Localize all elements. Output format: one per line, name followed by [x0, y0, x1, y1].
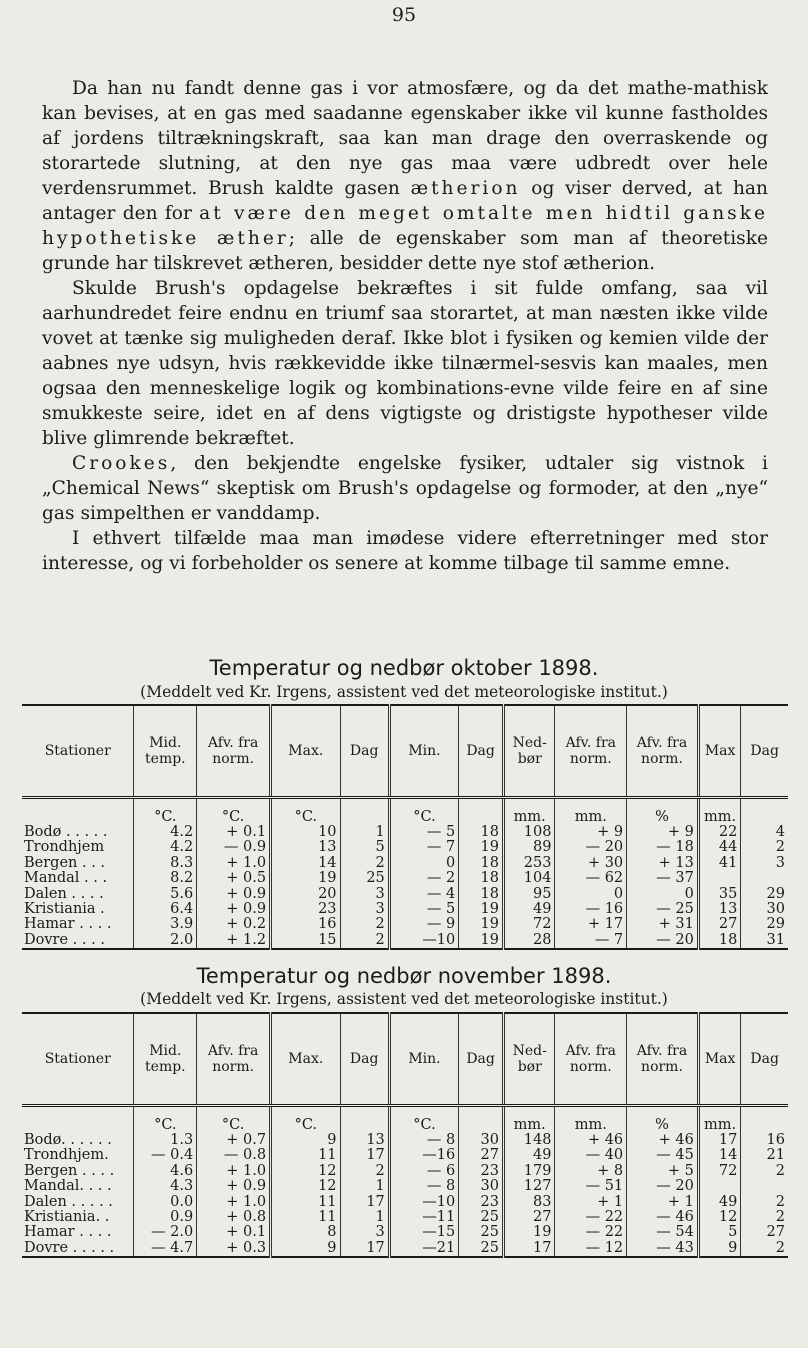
table-cell: 8.2	[134, 871, 197, 886]
table-row	[22, 825, 788, 840]
table-cell: + 1	[627, 1195, 699, 1210]
station-name: Kristiania. .	[24, 1210, 110, 1226]
table-cell: — 0.8	[197, 1148, 271, 1163]
table-october-1898	[22, 704, 788, 950]
table-cell: — 20	[627, 933, 699, 949]
table-1-title: Temperatur og nedbør oktober 1898.	[209, 656, 599, 680]
column-header: Stationer	[22, 705, 134, 798]
table-cell: + 1.0	[197, 1164, 271, 1179]
table-cell: 3	[340, 1225, 389, 1240]
table-cell: + 9	[627, 825, 699, 840]
station-name: Hamar . . . .	[24, 917, 112, 933]
table-cell: 11	[271, 1210, 340, 1225]
table-cell: 6.4	[134, 902, 197, 917]
table-row	[22, 840, 788, 855]
column-header: Dag	[340, 705, 389, 798]
table-cell: — 40	[555, 1148, 627, 1163]
p3-rest: , den bekjendte engelske fysiker, udtaler sig vistnok i „Chemical News“ skeptisk om Brush's opdagelse og formoder, at den „nye“ gas simpelthen er vanddamp.	[42, 453, 768, 524]
table-cell: 12	[271, 1179, 340, 1194]
table-cell: 72	[503, 917, 555, 932]
table-cell: 11	[271, 1195, 340, 1210]
column-header: Min.	[389, 705, 458, 798]
column-header: Max.	[271, 705, 340, 798]
station-name: Bergen . . .	[24, 855, 106, 871]
column-header: Stationer	[22, 1013, 134, 1106]
table-cell: 2	[741, 1195, 788, 1210]
table-row	[22, 902, 788, 917]
table-cell: 104	[503, 871, 555, 886]
station-name: Bodø . . . . .	[24, 825, 108, 840]
table-cell: 14	[271, 856, 340, 871]
table-cell: — 0.4	[134, 1148, 197, 1163]
table-cell: 21	[741, 1148, 788, 1163]
table-cell: — 22	[555, 1210, 627, 1225]
table-cell: + 46	[555, 1133, 627, 1148]
table-cell: 3	[741, 856, 788, 871]
table-cell: 44	[698, 840, 741, 855]
table-cell: + 1	[555, 1195, 627, 1210]
table-cell: —11	[389, 1210, 458, 1225]
unit-cell	[340, 798, 389, 826]
table-cell: 0	[555, 887, 627, 902]
column-header: Afv. fra norm.	[627, 705, 699, 798]
article-text	[42, 76, 768, 576]
table-cell: 5.6	[134, 887, 197, 902]
table-cell: 29	[741, 917, 788, 932]
unit-cell: mm.	[698, 1106, 741, 1134]
table-cell: + 0.7	[197, 1133, 271, 1148]
table-cell: 27	[698, 917, 741, 932]
table-cell: 13	[340, 1133, 389, 1148]
table-cell: 12	[271, 1164, 340, 1179]
table-cell: — 6	[389, 1164, 458, 1179]
table-row	[22, 1195, 788, 1210]
station-name: Dalen . . . .	[24, 886, 104, 902]
unit-cell: %	[627, 798, 699, 826]
aetherion-term: ætherion	[410, 178, 521, 199]
table-cell: — 37	[627, 871, 699, 886]
unit-cell: °C.	[134, 798, 197, 826]
table-cell: + 0.1	[197, 1225, 271, 1240]
table-cell: 19	[459, 933, 504, 949]
table-row	[22, 1133, 788, 1148]
table-row	[22, 1241, 788, 1257]
unit-cell	[459, 1106, 504, 1134]
table-cell: + 0.9	[197, 902, 271, 917]
table-cell: + 17	[555, 917, 627, 932]
table-cell: 10	[271, 825, 340, 840]
table-cell: 17	[340, 1241, 389, 1257]
table-cell: + 1.0	[197, 1195, 271, 1210]
table-cell: + 1.2	[197, 933, 271, 949]
table-cell: + 9	[555, 825, 627, 840]
table-cell: 4.6	[134, 1164, 197, 1179]
table-cell: — 4.7	[134, 1241, 197, 1257]
table-cell: + 0.8	[197, 1210, 271, 1225]
table-cell: 5	[340, 840, 389, 855]
table-cell: 2	[340, 933, 389, 949]
table-cell	[698, 1179, 741, 1194]
table-row	[22, 1210, 788, 1225]
column-header: Dag	[741, 1013, 788, 1106]
table-cell: 17	[698, 1133, 741, 1148]
table-cell: 8	[271, 1225, 340, 1240]
column-header: Afv. fra norm.	[197, 705, 271, 798]
column-header: Mid. temp.	[134, 705, 197, 798]
column-header: Min.	[389, 1013, 458, 1106]
table-cell: 14	[698, 1148, 741, 1163]
table-cell: 2	[340, 917, 389, 932]
table-cell: 1	[340, 825, 389, 840]
table-cell: 17	[340, 1195, 389, 1210]
table-cell: 30	[459, 1133, 504, 1148]
table-cell: 3.9	[134, 917, 197, 932]
table-cell: 1	[340, 1210, 389, 1225]
table-cell: 4	[741, 825, 788, 840]
column-header: Dag	[459, 705, 504, 798]
column-header: Mid. temp.	[134, 1013, 197, 1106]
table-cell: + 0.2	[197, 917, 271, 932]
unit-cell	[741, 798, 788, 826]
table-cell: 23	[459, 1164, 504, 1179]
table-cell: — 7	[389, 840, 458, 855]
table-cell: — 25	[627, 902, 699, 917]
crookes-name: Crookes	[72, 453, 171, 474]
table-cell: 49	[503, 1148, 555, 1163]
paragraph-1	[42, 76, 768, 276]
table-cell: 0.9	[134, 1210, 197, 1225]
table-cell: 19	[271, 871, 340, 886]
column-header: Max	[698, 705, 741, 798]
p1-part-e: ; alle de egenskaber som man af theoretiske grunde har tilskrevet ætheren, besidder dette nye stof ætherion.	[42, 228, 768, 274]
table-row	[22, 856, 788, 871]
column-header: Max.	[271, 1013, 340, 1106]
column-header: Ned-bør	[503, 705, 555, 798]
column-header: Dag	[741, 705, 788, 798]
table-cell: 3	[340, 887, 389, 902]
unit-cell: %	[627, 1106, 699, 1134]
table-cell: — 46	[627, 1210, 699, 1225]
table-cell: 19	[503, 1225, 555, 1240]
table-cell: 17	[340, 1148, 389, 1163]
table-cell: — 7	[555, 933, 627, 949]
table-cell: 2	[741, 1164, 788, 1179]
table-cell: + 46	[627, 1133, 699, 1148]
table-cell: 179	[503, 1164, 555, 1179]
table-cell: 0	[627, 887, 699, 902]
table-cell: 29	[741, 887, 788, 902]
table-cell: 16	[271, 917, 340, 932]
unit-cell: mm.	[503, 798, 555, 826]
table-cell: 5	[698, 1225, 741, 1240]
table-cell: 25	[340, 871, 389, 886]
table-cell: 12	[698, 1210, 741, 1225]
station-name: Bergen . . . .	[24, 1163, 115, 1179]
table-cell: 11	[271, 1148, 340, 1163]
table-cell: — 22	[555, 1225, 627, 1240]
table-cell: 15	[271, 933, 340, 949]
table-cell: 27	[741, 1225, 788, 1240]
station-name: Dovre . . . .	[22, 933, 134, 949]
station-name: Hamar . . . .	[24, 1225, 112, 1241]
table-cell: — 54	[627, 1225, 699, 1240]
table-cell: 22	[698, 825, 741, 840]
table-cell: 2	[741, 1241, 788, 1257]
table-cell: 17	[503, 1241, 555, 1257]
station-name: Kristiania .	[24, 902, 105, 918]
table-row	[22, 917, 788, 932]
table-row	[22, 1225, 788, 1240]
table-cell: 89	[503, 840, 555, 855]
table-cell: + 5	[627, 1164, 699, 1179]
table-cell: 49	[698, 1195, 741, 1210]
table-cell: —10	[389, 933, 458, 949]
table-2-subtitle: (Meddelt ved Kr. Irgens, assistent ved det meteorologiske institut.)	[140, 990, 668, 1008]
table-row	[22, 871, 788, 886]
table-cell: 8.3	[134, 856, 197, 871]
unit-cell: °C.	[389, 798, 458, 826]
table-cell: + 1.0	[197, 856, 271, 871]
table-cell: — 0.9	[197, 840, 271, 855]
table-cell: — 9	[389, 917, 458, 932]
table-cell: 9	[698, 1241, 741, 1257]
table-cell	[741, 1179, 788, 1194]
table-cell: 31	[741, 933, 788, 949]
table-cell: + 30	[555, 856, 627, 871]
table-cell: — 20	[627, 1179, 699, 1194]
table-cell: 1.3	[134, 1133, 197, 1148]
table-cell: — 5	[389, 825, 458, 840]
table-cell: 27	[503, 1210, 555, 1225]
table-cell: 9	[271, 1241, 340, 1257]
unit-cell: °C.	[134, 1106, 197, 1134]
table-cell: — 2.0	[134, 1225, 197, 1240]
table-cell: 49	[503, 902, 555, 917]
table-cell: — 5	[389, 902, 458, 917]
table-cell: + 0.1	[197, 825, 271, 840]
table-cell: 20	[271, 887, 340, 902]
table-cell: 23	[271, 902, 340, 917]
table-cell: 2	[741, 840, 788, 855]
table-row	[22, 933, 788, 949]
table-cell: 4.2	[134, 840, 197, 855]
unit-cell	[22, 798, 134, 826]
table-cell: 18	[698, 933, 741, 949]
column-header: Afv. fra norm.	[555, 705, 627, 798]
table-cell: + 0.9	[197, 1179, 271, 1194]
table-cell: —21	[389, 1241, 458, 1257]
table-cell: — 18	[627, 840, 699, 855]
table-1-subtitle: (Meddelt ved Kr. Irgens, assistent ved det meteorologiske institut.)	[140, 683, 668, 701]
table-cell: + 8	[555, 1164, 627, 1179]
unit-cell	[22, 1106, 134, 1134]
paragraph-2: Skulde Brush's opdagelse bekræftes i sit fulde omfang, saa vil aarhundredet feire endnu en triumf saa storartet, at man næsten ikke vilde vovet at tænke sig muligheden deraf. Ikke blot i fysiken og kemien vilde der aabnes nye udsyn, hvis rækkevidde ikke tilnærmel-sesvis kan maales, men ogsaa den menneskelige logik og kombinations-evne vilde feire en af sine smukkeste seire, idet en af dens vigtigste og dristigste hypotheser vilde blive glimrende bekræftet.	[42, 278, 768, 449]
table-cell	[698, 871, 741, 886]
unit-cell: °C.	[271, 1106, 340, 1134]
station-name: Dalen . . . . .	[24, 1194, 113, 1210]
table-row	[22, 887, 788, 902]
table-cell: — 4	[389, 887, 458, 902]
unit-cell: mm.	[555, 1106, 627, 1134]
table-2-title: Temperatur og nedbør november 1898.	[196, 964, 612, 988]
unit-cell	[459, 798, 504, 826]
table-cell: 83	[503, 1195, 555, 1210]
table-cell: + 13	[627, 856, 699, 871]
table-cell: 27	[459, 1148, 504, 1163]
table-cell: 13	[698, 902, 741, 917]
table-cell: 18	[459, 871, 504, 886]
column-header: Dag	[340, 1013, 389, 1106]
unit-cell: mm.	[503, 1106, 555, 1134]
table-cell	[741, 871, 788, 886]
page-number: 95	[391, 4, 417, 26]
table-cell: —15	[389, 1225, 458, 1240]
table-cell: + 31	[627, 917, 699, 932]
station-name: Mandal. . . .	[24, 1179, 112, 1195]
table-cell: — 51	[555, 1179, 627, 1194]
unit-cell: °C.	[197, 1106, 271, 1134]
table-cell: 127	[503, 1179, 555, 1194]
table-cell: — 62	[555, 871, 627, 886]
unit-cell: °C.	[197, 798, 271, 826]
table-cell: + 0.3	[197, 1241, 271, 1257]
table-row	[22, 1179, 788, 1194]
station-name: Trondhjem.	[24, 1148, 109, 1164]
table-cell: 4.2	[134, 825, 197, 840]
table-cell: 0.0	[134, 1195, 197, 1210]
table-cell: 9	[271, 1133, 340, 1148]
table-row	[22, 1148, 788, 1163]
table-cell: 30	[459, 1179, 504, 1194]
table-cell: — 8	[389, 1179, 458, 1194]
unit-cell: mm.	[698, 798, 741, 826]
table-cell: 19	[459, 917, 504, 932]
aether-phrase: at være den meget omtalte men hidtil ganske hypothetiske æther	[42, 203, 768, 249]
table-cell: 28	[503, 933, 555, 949]
table-cell: 16	[741, 1133, 788, 1148]
table-cell: 3	[340, 902, 389, 917]
table-cell: —16	[389, 1148, 458, 1163]
table-cell: 25	[459, 1241, 504, 1257]
table-cell: 95	[503, 887, 555, 902]
table-cell: 4.3	[134, 1179, 197, 1194]
table-cell: — 2	[389, 871, 458, 886]
column-header: Afv. fra norm.	[197, 1013, 271, 1106]
table-cell: 25	[459, 1225, 504, 1240]
table-cell: 18	[459, 825, 504, 840]
table-cell: 18	[459, 887, 504, 902]
table-november-1898	[22, 1012, 788, 1258]
paragraph-4: I ethvert tilfælde maa man imødese videre efterretninger med stor interesse, og vi forbeholder os senere at komme tilbage til samme emne.	[42, 528, 768, 574]
table-cell: 2.0	[134, 933, 197, 949]
table-cell: 148	[503, 1133, 555, 1148]
p1-part-a: Da han nu fandt denne gas i vor atmosfære, og da det mathe-mathisk kan bevises, at en gas med saadanne egenskaber ikke vil kunne fastholdes af jordens tiltrækningskraft, saa kan man drage den overraskende og storartede slutning, at den nye gas maa være udbredt over hele verdensrummet. Brush kaldte gasen	[42, 78, 768, 199]
unit-cell: mm.	[555, 798, 627, 826]
station-name: Trondhjem	[24, 840, 105, 856]
table-cell: 108	[503, 825, 555, 840]
station-name: Bodø. . . . . .	[24, 1133, 112, 1148]
column-header: Max	[698, 1013, 741, 1106]
column-header: Afv. fra norm.	[627, 1013, 699, 1106]
table-cell: 253	[503, 856, 555, 871]
table-cell: 30	[741, 902, 788, 917]
table-cell: 2	[340, 1164, 389, 1179]
table-cell: 35	[698, 887, 741, 902]
table-cell: 41	[698, 856, 741, 871]
unit-cell	[340, 1106, 389, 1134]
table-cell: 1	[340, 1179, 389, 1194]
table-cell: — 45	[627, 1148, 699, 1163]
table-cell: 19	[459, 902, 504, 917]
table-cell: + 0.9	[197, 887, 271, 902]
paragraph-3	[42, 451, 768, 526]
table-cell: 13	[271, 840, 340, 855]
table-cell: 23	[459, 1195, 504, 1210]
table-cell: 72	[698, 1164, 741, 1179]
table-cell: 25	[459, 1210, 504, 1225]
unit-cell	[741, 1106, 788, 1134]
table-cell: — 20	[555, 840, 627, 855]
table-cell: 0	[389, 856, 458, 871]
station-name: Dovre . . . . .	[22, 1241, 134, 1257]
table-cell: 2	[741, 1210, 788, 1225]
table-cell: — 43	[627, 1241, 699, 1257]
station-name: Mandal . . .	[24, 871, 108, 887]
unit-cell: °C.	[389, 1106, 458, 1134]
column-header: Dag	[459, 1013, 504, 1106]
column-header: Ned-bør	[503, 1013, 555, 1106]
table-cell: — 8	[389, 1133, 458, 1148]
column-header: Afv. fra norm.	[555, 1013, 627, 1106]
table-cell: — 12	[555, 1241, 627, 1257]
table-cell: — 16	[555, 902, 627, 917]
table-cell: 19	[459, 840, 504, 855]
p1-part-c: og viser derved, at han antager den for	[42, 178, 768, 224]
table-cell: + 0.5	[197, 871, 271, 886]
table-cell: 2	[340, 856, 389, 871]
unit-cell: °C.	[271, 798, 340, 826]
table-row	[22, 1164, 788, 1179]
table-cell: —10	[389, 1195, 458, 1210]
table-cell: 18	[459, 856, 504, 871]
